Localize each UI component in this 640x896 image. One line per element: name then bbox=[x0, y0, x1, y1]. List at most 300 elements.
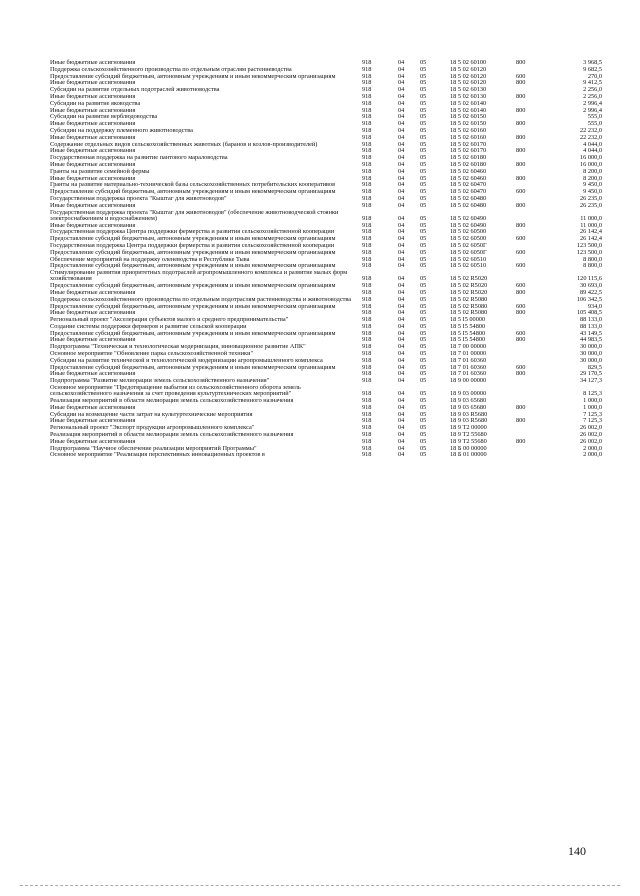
row-name: Основное мероприятие "Предотвращение выбытия из сельскохозяйственного оборота земель сельскохозяйственного назначения за счет проведения культуртехнических мероприятий" bbox=[50, 384, 301, 398]
row-amount: 26 235,0 bbox=[579, 201, 602, 209]
row-amount: 44 983,5 bbox=[579, 336, 602, 344]
row-subsection-code: 05 bbox=[420, 241, 427, 249]
row-expense-type: 800 bbox=[516, 174, 526, 182]
row-target-code: 18 5 02 60480 bbox=[450, 194, 487, 202]
row-subsection-code: 05 bbox=[420, 235, 427, 243]
row-name: Поддержка сельскохозяйственного производства по отдельным подотраслям растениеводства и животноводства bbox=[50, 295, 352, 303]
row-section-code: 04 bbox=[398, 160, 405, 168]
row-ved-code: 918 bbox=[362, 65, 372, 73]
page-number: 140 bbox=[568, 844, 586, 858]
row-subsection-code: 05 bbox=[420, 160, 427, 168]
row-target-code: 18 5 02 60480 bbox=[450, 201, 487, 209]
row-expense-type: 600 bbox=[516, 188, 526, 196]
row-target-code: 18 5 02 60460 bbox=[450, 174, 487, 182]
row-amount: 22 232,0 bbox=[579, 126, 602, 134]
row-ved-code: 918 bbox=[362, 194, 372, 202]
row-expense-type: 800 bbox=[516, 403, 526, 411]
row-name: Основное мероприятие "Реализация перспективных инновационных проектов в bbox=[50, 451, 265, 459]
row-amount: 2 256,0 bbox=[583, 86, 602, 94]
row-section-code: 04 bbox=[398, 181, 405, 189]
row-name: Субсидии на развитие яководства bbox=[50, 99, 141, 107]
row-target-code: 18 9 03 R5680 bbox=[450, 410, 488, 418]
row-target-code: 18 Б 01 00000 bbox=[450, 451, 487, 459]
row-amount: 8 800,0 bbox=[583, 255, 602, 263]
row-expense-type: 600 bbox=[516, 72, 526, 80]
row-amount: 16 000,0 bbox=[579, 154, 602, 162]
row-name: Иные бюджетные ассигнования bbox=[50, 92, 136, 100]
row-name: Предоставление субсидий бюджетным, автономным учреждениям и иным некоммерческим организациям bbox=[50, 302, 336, 310]
row-target-code: 18 5 I5 54800 bbox=[450, 336, 486, 344]
row-section-code: 04 bbox=[398, 120, 405, 128]
row-amount: 555,0 bbox=[587, 120, 602, 128]
row-subsection-code: 05 bbox=[420, 322, 427, 330]
row-target-code: 18 5 02 60490 bbox=[450, 214, 487, 222]
row-subsection-code: 05 bbox=[420, 167, 427, 175]
row-ved-code: 918 bbox=[362, 329, 372, 337]
row-subsection-code: 05 bbox=[420, 147, 427, 155]
row-section-code: 04 bbox=[398, 451, 405, 459]
row-amount: 30 000,0 bbox=[579, 356, 602, 364]
row-subsection-code: 05 bbox=[420, 181, 427, 189]
row-target-code: 18 5 02 60460 bbox=[450, 167, 487, 175]
row-ved-code: 918 bbox=[362, 181, 372, 189]
row-name: Гранты на развитие семейной фермы bbox=[50, 167, 150, 175]
row-subsection-code: 05 bbox=[420, 154, 427, 162]
row-target-code: 18 5 02 6050Г bbox=[450, 248, 487, 256]
row-amount: 8 800,0 bbox=[583, 262, 602, 270]
row-section-code: 04 bbox=[398, 377, 405, 385]
row-section-code: 04 bbox=[398, 106, 405, 114]
row-target-code: 18 9 T2 55680 bbox=[450, 431, 487, 439]
row-name: Гранты на развитие материально-технической базы сельскохозяйственных потребительских кооперативов bbox=[50, 181, 336, 189]
row-section-code: 04 bbox=[398, 248, 405, 256]
row-ved-code: 918 bbox=[362, 343, 372, 351]
row-subsection-code: 05 bbox=[420, 201, 427, 209]
row-ved-code: 918 bbox=[362, 126, 372, 134]
row-ved-code: 918 bbox=[362, 336, 372, 344]
row-target-code: 18 5 02 60510 bbox=[450, 255, 487, 263]
row-expense-type: 600 bbox=[516, 282, 526, 290]
row-name: Основное мероприятие "Обновление парка сельскохозяйственной техники" bbox=[50, 350, 254, 358]
row-amount: 29 170,5 bbox=[579, 370, 602, 378]
row-expense-type: 800 bbox=[516, 92, 526, 100]
row-expense-type: 600 bbox=[516, 248, 526, 256]
row-section-code: 04 bbox=[398, 410, 405, 418]
row-ved-code: 918 bbox=[362, 188, 372, 196]
row-target-code: 18 5 02 R5020 bbox=[450, 275, 488, 283]
row-name: Предоставление субсидий бюджетным, автономным учреждениям и иным некоммерческим организациям bbox=[50, 329, 336, 337]
row-target-code: 18 5 02 R5020 bbox=[450, 282, 488, 290]
row-subsection-code: 05 bbox=[420, 106, 427, 114]
row-amount: 555,0 bbox=[587, 113, 602, 121]
row-section-code: 04 bbox=[398, 154, 405, 162]
row-subsection-code: 05 bbox=[420, 113, 427, 121]
row-amount: 7 125,3 bbox=[583, 410, 602, 418]
row-amount: 88 133,0 bbox=[579, 316, 602, 324]
row-section-code: 04 bbox=[398, 350, 405, 358]
row-name: Обеспечение мероприятий на поддержку оленеводства в Республике Тыва bbox=[50, 255, 250, 263]
row-ved-code: 918 bbox=[362, 262, 372, 270]
row-name: Иные бюджетные ассигнования bbox=[50, 221, 136, 229]
row-section-code: 04 bbox=[398, 322, 405, 330]
row-amount: 26 142,4 bbox=[579, 235, 602, 243]
row-subsection-code: 05 bbox=[420, 363, 427, 371]
row-name: Предоставление субсидий бюджетным, автономным учреждениям и иным некоммерческим организациям bbox=[50, 72, 336, 80]
row-ved-code: 918 bbox=[362, 437, 372, 445]
row-ved-code: 918 bbox=[362, 295, 372, 303]
row-target-code: 18 9 00 00000 bbox=[450, 377, 487, 385]
row-ved-code: 918 bbox=[362, 221, 372, 229]
row-subsection-code: 05 bbox=[420, 390, 427, 398]
row-target-code: 18 5 02 60170 bbox=[450, 140, 487, 148]
row-amount: 88 133,0 bbox=[579, 322, 602, 330]
row-ved-code: 918 bbox=[362, 86, 372, 94]
row-target-code: 18 9 03 R5680 bbox=[450, 417, 488, 425]
row-subsection-code: 05 bbox=[420, 79, 427, 87]
row-name: Субсидии на развитие отдельных подотраслей животноводства bbox=[50, 86, 220, 94]
row-expense-type: 800 bbox=[516, 120, 526, 128]
row-subsection-code: 05 bbox=[420, 377, 427, 385]
row-ved-code: 918 bbox=[362, 248, 372, 256]
row-expense-type: 800 bbox=[516, 437, 526, 445]
row-name: Поддержка сельскохозяйственного производства по отдельным отраслям растениеводства bbox=[50, 65, 292, 73]
row-name: Иные бюджетные ассигнования bbox=[50, 370, 136, 378]
row-target-code: 18 5 02 60130 bbox=[450, 86, 487, 94]
row-section-code: 04 bbox=[398, 174, 405, 182]
row-name: Подпрограмма "Научное обеспечение реализации мероприятий Программы" bbox=[50, 444, 257, 452]
row-expense-type: 800 bbox=[516, 133, 526, 141]
row-section-code: 04 bbox=[398, 288, 405, 296]
row-name: Иные бюджетные ассигнования bbox=[50, 403, 136, 411]
row-name: Иные бюджетные ассигнования bbox=[50, 201, 136, 209]
row-amount: 16 000,0 bbox=[579, 160, 602, 168]
row-section-code: 04 bbox=[398, 221, 405, 229]
row-subsection-code: 05 bbox=[420, 188, 427, 196]
row-section-code: 04 bbox=[398, 431, 405, 439]
row-amount: 2 996,4 bbox=[583, 106, 602, 114]
row-name: Иные бюджетные ассигнования bbox=[50, 160, 136, 168]
row-expense-type: 800 bbox=[516, 106, 526, 114]
row-ved-code: 918 bbox=[362, 302, 372, 310]
row-target-code: 18 9 T2 00000 bbox=[450, 424, 487, 432]
row-subsection-code: 05 bbox=[420, 262, 427, 270]
row-name: Иные бюджетные ассигнования bbox=[50, 288, 136, 296]
row-amount: 26 142,4 bbox=[579, 228, 602, 236]
row-amount: 30 000,0 bbox=[579, 350, 602, 358]
row-ved-code: 918 bbox=[362, 316, 372, 324]
row-subsection-code: 05 bbox=[420, 214, 427, 222]
row-section-code: 04 bbox=[398, 403, 405, 411]
row-ved-code: 918 bbox=[362, 363, 372, 371]
row-target-code: 18 5 02 60490 bbox=[450, 221, 487, 229]
row-expense-type: 800 bbox=[516, 288, 526, 296]
row-ved-code: 918 bbox=[362, 275, 372, 283]
row-target-code: 18 9 03 00000 bbox=[450, 390, 487, 398]
row-amount: 1 000,0 bbox=[583, 397, 602, 405]
row-section-code: 04 bbox=[398, 275, 405, 283]
row-ved-code: 918 bbox=[362, 113, 372, 121]
row-target-code: 18 5 I5 54800 bbox=[450, 329, 486, 337]
row-amount: 2 996,4 bbox=[583, 99, 602, 107]
row-section-code: 04 bbox=[398, 79, 405, 87]
row-expense-type: 800 bbox=[516, 201, 526, 209]
row-amount: 4 044,0 bbox=[583, 140, 602, 148]
row-subsection-code: 05 bbox=[420, 336, 427, 344]
row-subsection-code: 05 bbox=[420, 174, 427, 182]
row-subsection-code: 05 bbox=[420, 86, 427, 94]
row-target-code: 18 5 02 60120 bbox=[450, 79, 487, 87]
row-subsection-code: 05 bbox=[420, 431, 427, 439]
row-expense-type: 600 bbox=[516, 329, 526, 337]
row-name: Реализация мероприятий в области мелиорации земель сельскохозяйственного назначения bbox=[50, 431, 294, 439]
row-subsection-code: 05 bbox=[420, 295, 427, 303]
row-name: Субсидии на развитие верблюдоводства bbox=[50, 113, 158, 121]
row-name: Региональный проект "Акселерация субъектов малого и среднего предпринимательства" bbox=[50, 316, 289, 324]
row-name: Иные бюджетные ассигнования bbox=[50, 106, 136, 114]
row-amount: 8 125,3 bbox=[583, 390, 602, 398]
row-ved-code: 918 bbox=[362, 397, 372, 405]
row-section-code: 04 bbox=[398, 201, 405, 209]
row-subsection-code: 05 bbox=[420, 343, 427, 351]
row-subsection-code: 05 bbox=[420, 309, 427, 317]
row-subsection-code: 05 bbox=[420, 65, 427, 73]
row-name: Содержание отдельных видов сельскохозяйственных животных (баранов и козлов-производителей) bbox=[50, 140, 318, 148]
row-target-code: 18 7 01 60360 bbox=[450, 356, 487, 364]
row-name: Реализация мероприятий в области мелиорации земель сельскохозяйственного назначения bbox=[50, 397, 294, 405]
row-expense-type: 600 bbox=[516, 363, 526, 371]
row-section-code: 04 bbox=[398, 126, 405, 134]
row-amount: 43 149,5 bbox=[579, 329, 602, 337]
row-name: Субсидии на возмещение части затрат на культуртехнические мероприятия bbox=[50, 410, 253, 418]
row-name: Иные бюджетные ассигнования bbox=[50, 120, 136, 128]
row-expense-type: 800 bbox=[516, 221, 526, 229]
row-amount: 26 002,0 bbox=[579, 424, 602, 432]
row-name: Иные бюджетные ассигнования bbox=[50, 59, 136, 66]
row-ved-code: 918 bbox=[362, 424, 372, 432]
row-ved-code: 918 bbox=[362, 282, 372, 290]
row-target-code: 18 5 02 60500 bbox=[450, 235, 487, 243]
row-amount: 26 002,0 bbox=[579, 437, 602, 445]
row-ved-code: 918 bbox=[362, 403, 372, 411]
row-section-code: 04 bbox=[398, 336, 405, 344]
row-target-code: 18 9 03 65680 bbox=[450, 397, 487, 405]
row-ved-code: 918 bbox=[362, 235, 372, 243]
row-subsection-code: 05 bbox=[420, 417, 427, 425]
row-subsection-code: 05 bbox=[420, 403, 427, 411]
row-subsection-code: 05 bbox=[420, 140, 427, 148]
row-expense-type: 600 bbox=[516, 262, 526, 270]
row-target-code: 18 9 T2 55680 bbox=[450, 437, 487, 445]
row-name: Государственная поддержка на развитие пантового мараловодства bbox=[50, 154, 228, 162]
row-ved-code: 918 bbox=[362, 140, 372, 148]
row-amount: 22 232,0 bbox=[579, 133, 602, 141]
row-subsection-code: 05 bbox=[420, 356, 427, 364]
row-amount: 120 115,6 bbox=[577, 275, 602, 283]
row-section-code: 04 bbox=[398, 167, 405, 175]
row-expense-type: 800 bbox=[516, 336, 526, 344]
row-ved-code: 918 bbox=[362, 72, 372, 80]
row-name: Создание системы поддержки фермеров и развитие сельской кооперации bbox=[50, 322, 247, 330]
row-subsection-code: 05 bbox=[420, 302, 427, 310]
row-target-code: 18 7 01 00000 bbox=[450, 350, 487, 358]
row-subsection-code: 05 bbox=[420, 228, 427, 236]
row-amount: 105 408,5 bbox=[576, 309, 602, 317]
row-name: Иные бюджетные ассигнования bbox=[50, 309, 136, 317]
row-expense-type: 800 bbox=[516, 417, 526, 425]
row-expense-type: 600 bbox=[516, 302, 526, 310]
row-subsection-code: 05 bbox=[420, 255, 427, 263]
row-amount: 30 000,0 bbox=[579, 343, 602, 351]
row-section-code: 04 bbox=[398, 188, 405, 196]
row-subsection-code: 05 bbox=[420, 410, 427, 418]
row-name: Предоставление субсидий бюджетным, автономным учреждениям и иным некоммерческим организациям bbox=[50, 282, 336, 290]
row-name: Региональный проект "Экспорт продукции агропромышленного комплекса" bbox=[50, 424, 255, 432]
row-expense-type: 800 bbox=[516, 309, 526, 317]
table-row bbox=[50, 452, 602, 459]
row-expense-type: 800 bbox=[516, 160, 526, 168]
row-ved-code: 918 bbox=[362, 255, 372, 263]
row-amount: 270,0 bbox=[587, 72, 602, 80]
row-target-code: 18 5 I5 00000 bbox=[450, 316, 486, 324]
row-section-code: 04 bbox=[398, 390, 405, 398]
row-subsection-code: 05 bbox=[420, 126, 427, 134]
row-amount: 4 044,0 bbox=[583, 147, 602, 155]
row-section-code: 04 bbox=[398, 214, 405, 222]
row-target-code: 18 7 00 00000 bbox=[450, 343, 487, 351]
row-amount: 9 450,0 bbox=[583, 188, 602, 196]
row-section-code: 04 bbox=[398, 194, 405, 202]
row-target-code: 18 5 I5 54800 bbox=[450, 322, 486, 330]
row-subsection-code: 05 bbox=[420, 437, 427, 445]
row-subsection-code: 05 bbox=[420, 221, 427, 229]
row-target-code: 18 5 02 60150 bbox=[450, 113, 487, 121]
row-ved-code: 918 bbox=[362, 322, 372, 330]
row-amount: 34 127,3 bbox=[579, 377, 602, 385]
row-name: Стимулирование развития приоритетных подотраслей агропромышленного комплекса и развитие малых форм хозяйствования bbox=[50, 269, 348, 283]
row-section-code: 04 bbox=[398, 147, 405, 155]
row-section-code: 04 bbox=[398, 133, 405, 141]
row-ved-code: 918 bbox=[362, 350, 372, 358]
row-name: Государственная поддержка Центра поддержки фермерства и развития сельскохозяйственной кооперации bbox=[50, 241, 335, 249]
row-name: Предоставление субсидий бюджетным, автономным учреждениям и иным некоммерческим организациям bbox=[50, 262, 336, 270]
row-amount: 9 682,5 bbox=[583, 65, 602, 73]
row-ved-code: 918 bbox=[362, 417, 372, 425]
row-subsection-code: 05 bbox=[420, 451, 427, 459]
row-name: Иные бюджетные ассигнования bbox=[50, 79, 136, 87]
row-amount: 106 342,5 bbox=[576, 295, 602, 303]
row-ved-code: 918 bbox=[362, 160, 372, 168]
row-target-code: 18 5 02 60140 bbox=[450, 99, 487, 107]
row-subsection-code: 05 bbox=[420, 72, 427, 80]
row-subsection-code: 05 bbox=[420, 194, 427, 202]
row-expense-type: 800 bbox=[516, 147, 526, 155]
row-section-code: 04 bbox=[398, 302, 405, 310]
row-ved-code: 918 bbox=[362, 174, 372, 182]
row-ved-code: 918 bbox=[362, 356, 372, 364]
row-ved-code: 918 bbox=[362, 154, 372, 162]
row-name: Подпрограмма "Техническая и технологическая модернизация, инновационное развитие АПК" bbox=[50, 343, 306, 351]
row-target-code: 18 5 02 60160 bbox=[450, 126, 487, 134]
row-amount: 11 000,0 bbox=[580, 221, 602, 229]
row-expense-type: 800 bbox=[516, 79, 526, 87]
row-target-code: 18 9 03 65680 bbox=[450, 403, 487, 411]
row-target-code: 18 5 02 60150 bbox=[450, 120, 487, 128]
row-section-code: 04 bbox=[398, 241, 405, 249]
row-section-code: 04 bbox=[398, 282, 405, 290]
row-amount: 123 500,0 bbox=[576, 241, 602, 249]
row-ved-code: 918 bbox=[362, 309, 372, 317]
row-expense-type: 600 bbox=[516, 235, 526, 243]
row-subsection-code: 05 bbox=[420, 248, 427, 256]
row-amount: 9 412,5 bbox=[583, 79, 602, 87]
budget-table bbox=[50, 60, 602, 459]
row-subsection-code: 05 bbox=[420, 133, 427, 141]
row-amount: 1 000,0 bbox=[583, 403, 602, 411]
row-target-code: 18 5 02 60180 bbox=[450, 160, 487, 168]
row-ved-code: 918 bbox=[362, 444, 372, 452]
row-section-code: 04 bbox=[398, 262, 405, 270]
row-name: Иные бюджетные ассигнования bbox=[50, 133, 136, 141]
row-subsection-code: 05 bbox=[420, 424, 427, 432]
row-section-code: 04 bbox=[398, 228, 405, 236]
row-subsection-code: 05 bbox=[420, 316, 427, 324]
row-section-code: 04 bbox=[398, 424, 405, 432]
row-name: Предоставление субсидий бюджетным, автономным учреждениям и иным некоммерческим организациям bbox=[50, 235, 336, 243]
row-subsection-code: 05 bbox=[420, 370, 427, 378]
row-amount: 829,5 bbox=[587, 363, 602, 371]
row-ved-code: 918 bbox=[362, 201, 372, 209]
row-section-code: 04 bbox=[398, 92, 405, 100]
row-target-code: 18 5 02 R5080 bbox=[450, 309, 488, 317]
row-name: Иные бюджетные ассигнования bbox=[50, 417, 136, 425]
row-subsection-code: 05 bbox=[420, 397, 427, 405]
row-section-code: 04 bbox=[398, 309, 405, 317]
row-ved-code: 918 bbox=[362, 241, 372, 249]
row-ved-code: 918 bbox=[362, 451, 372, 459]
row-amount: 7 125,3 bbox=[583, 417, 602, 425]
row-name: Государственная поддержка Центра поддержки фермерства и развития сельскохозяйственной кооперации bbox=[50, 228, 335, 236]
row-section-code: 04 bbox=[398, 255, 405, 263]
row-section-code: 04 bbox=[398, 329, 405, 337]
row-subsection-code: 05 bbox=[420, 120, 427, 128]
row-subsection-code: 05 bbox=[420, 59, 427, 66]
row-ved-code: 918 bbox=[362, 431, 372, 439]
row-section-code: 04 bbox=[398, 343, 405, 351]
row-ved-code: 918 bbox=[362, 370, 372, 378]
row-target-code: 18 7 01 60360 bbox=[450, 370, 487, 378]
row-subsection-code: 05 bbox=[420, 282, 427, 290]
row-amount: 11 000,0 bbox=[580, 214, 602, 222]
row-name: Предоставление субсидий бюджетным, автономным учреждениям и иным некоммерческим организациям bbox=[50, 188, 336, 196]
row-target-code: 18 5 02 60510 bbox=[450, 262, 487, 270]
row-ved-code: 918 bbox=[362, 106, 372, 114]
row-target-code: 18 5 02 R5080 bbox=[450, 302, 488, 310]
row-name: Подпрограмма "Развитие мелиорации земель сельскохозяйственного назначения" bbox=[50, 377, 270, 385]
row-name: Иные бюджетные ассигнования bbox=[50, 147, 136, 155]
page-bottom-divider bbox=[20, 885, 620, 886]
row-name: Предоставление субсидий бюджетным, автономным учреждениям и иным некоммерческим организациям bbox=[50, 248, 336, 256]
row-section-code: 04 bbox=[398, 397, 405, 405]
row-target-code: 18 7 01 60360 bbox=[450, 363, 487, 371]
row-expense-type: 800 bbox=[516, 370, 526, 378]
row-target-code: 18 5 02 60100 bbox=[450, 59, 487, 66]
row-subsection-code: 05 bbox=[420, 350, 427, 358]
row-name: Иные бюджетные ассигнования bbox=[50, 336, 136, 344]
row-amount: 26 002,0 bbox=[579, 431, 602, 439]
row-target-code: 18 5 02 60120 bbox=[450, 65, 487, 73]
row-expense-type: 800 bbox=[516, 59, 526, 66]
row-target-code: 18 5 02 60470 bbox=[450, 181, 487, 189]
